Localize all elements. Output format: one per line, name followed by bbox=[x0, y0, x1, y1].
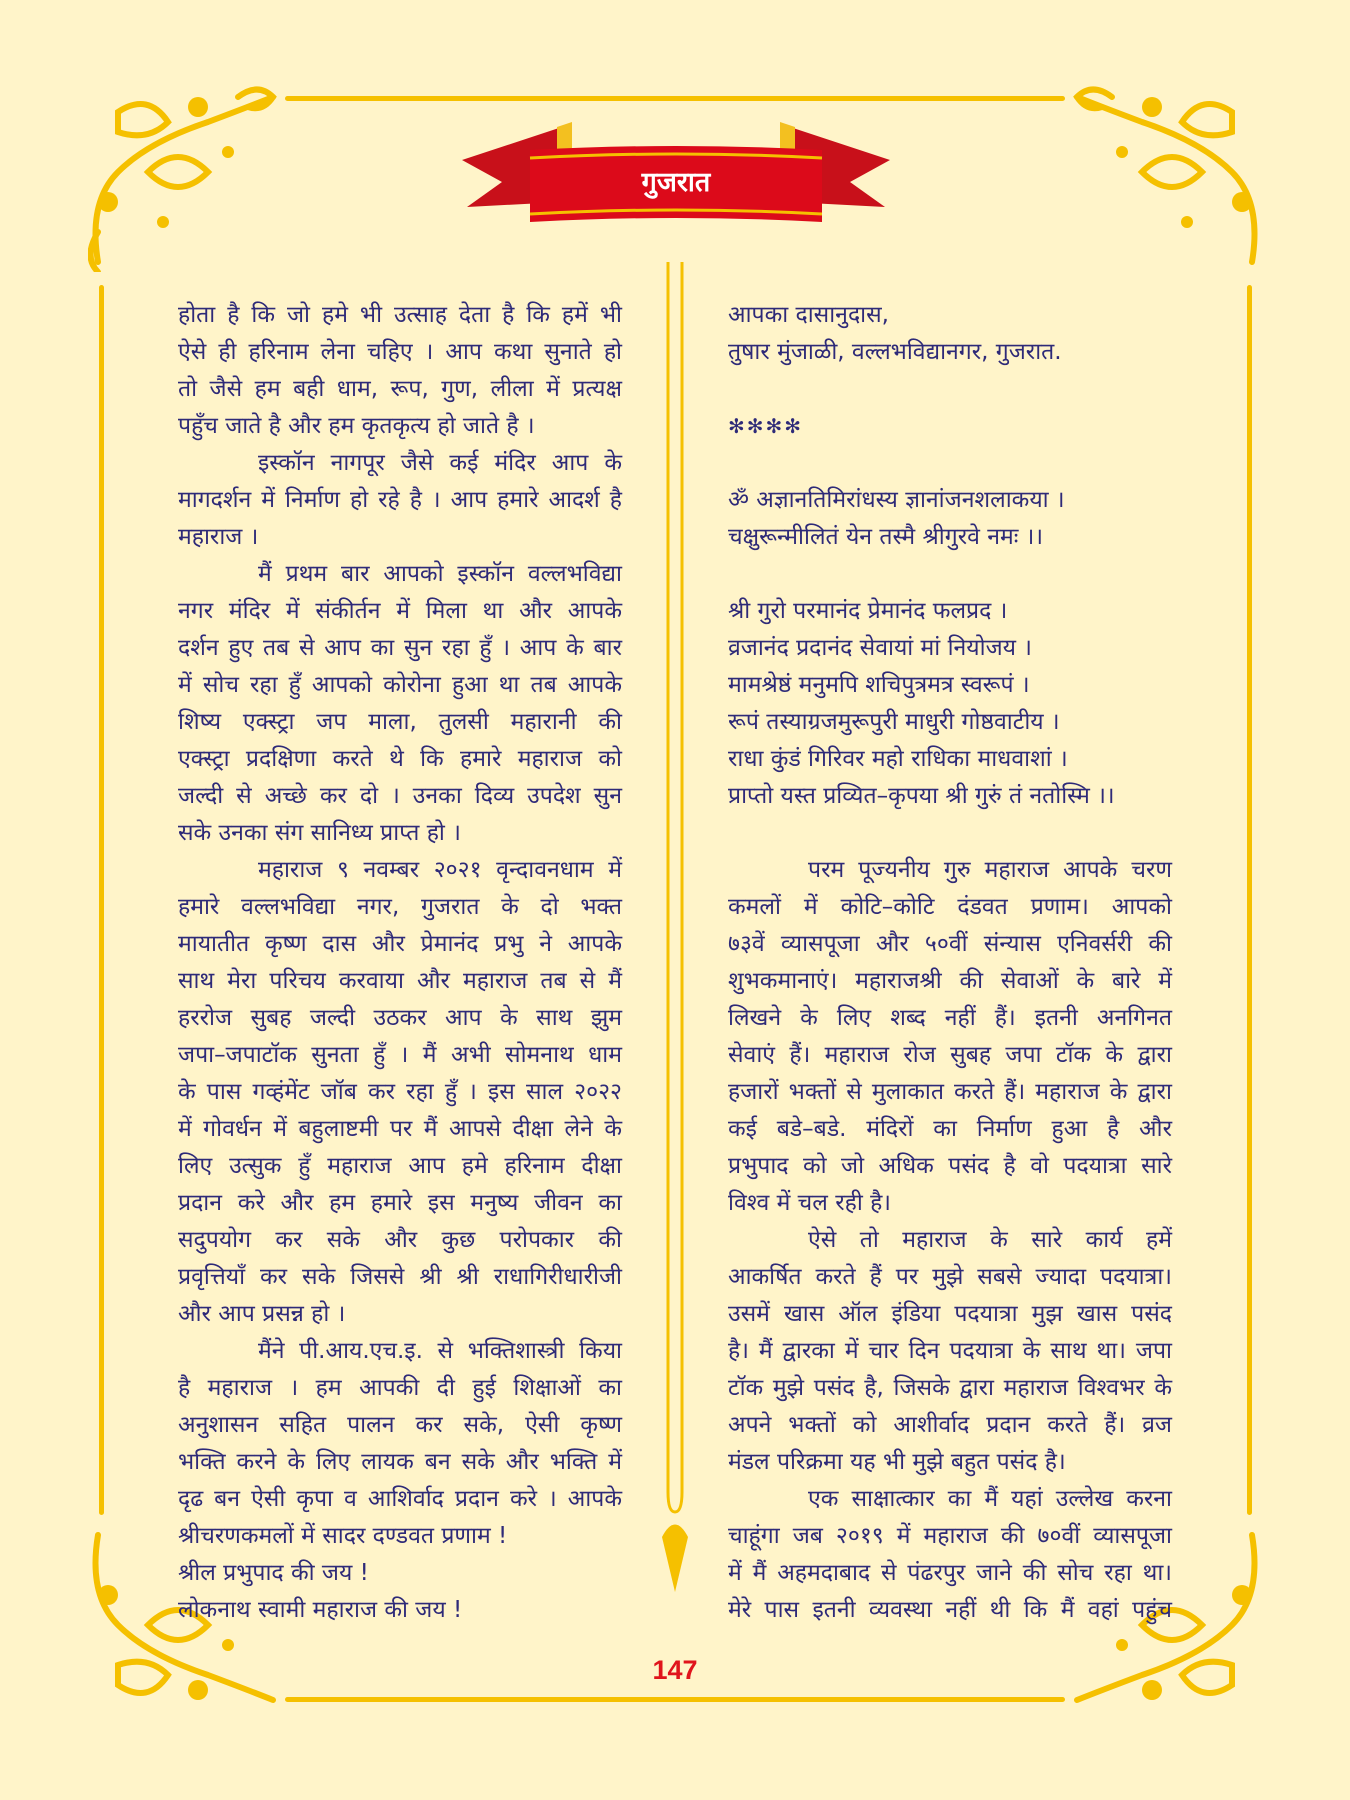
text-line: में मैं अहमदाबाद से पंढरपुर जाने की सोच रहा था। bbox=[728, 1560, 1172, 1586]
text-line: दर्शन हुए तब से आप का सुन रहा हुँ । आप के बार bbox=[178, 635, 622, 661]
banner-title: गुजरात bbox=[641, 167, 711, 198]
shloka-line: चक्षुरून्मीलितं येन तस्मै श्रीगुरवे नमः ।। bbox=[728, 524, 1044, 550]
page-number: 147 bbox=[652, 1655, 698, 1685]
top-border-line bbox=[285, 96, 1065, 101]
text-line: पहुँच जाते है और हम कृतकृत्य हो जाते है । bbox=[178, 413, 535, 439]
left-column bbox=[178, 297, 622, 1629]
text-line: इस्कॉन नागपूर जैसे कई मंदिर आप के bbox=[258, 450, 622, 476]
shloka-line: ॐ अज्ञानतिमिरांधस्य ज्ञानांजनशलाकया । bbox=[728, 487, 1065, 513]
text-line: कई बडे–बडे. मंदिरों का निर्माण हुआ है और bbox=[728, 1116, 1172, 1142]
text-line: शुभकमानाएं। महाराजश्री की सेवाओं के बारे में bbox=[728, 968, 1172, 994]
shloka-line: रूपं तस्याग्रजमुरूपुरी माधुरी गोष्ठवाटीय । bbox=[728, 709, 1060, 735]
text-line: अपने भक्तों को आशीर्वाद प्रदान करते हैं। व्रज bbox=[728, 1412, 1172, 1438]
text-line: सदुपयोग कर सके और कुछ परोपकार की bbox=[178, 1227, 622, 1253]
text-line: हमारे वल्लभविद्या नगर, गुजरात के दो भक्त bbox=[178, 894, 622, 920]
corner-ornament-icon bbox=[88, 82, 278, 272]
text-line: और आप प्रसन्न हो । bbox=[178, 1301, 346, 1327]
shloka-line: प्राप्तो यस्त प्रव्यित–कृपया श्री गुरुं तं नतोस्मि ।। bbox=[728, 783, 1115, 809]
text-line: लोकनाथ स्वामी महाराज की जय ! bbox=[178, 1597, 463, 1623]
text-line: तो जैसे हम बही धाम, रूप, गुण, लीला में प्रत्यक्ष bbox=[178, 376, 622, 402]
text-line: मेरे पास इतनी व्यवस्था नहीं थी कि मैं वहां पहुंच bbox=[728, 1597, 1172, 1623]
right-border-line bbox=[1247, 285, 1252, 1515]
separator-stars: ✻✻✻✻ bbox=[728, 414, 804, 438]
shloka-line: श्री गुरो परमानंद प्रेमानंद फलप्रद । bbox=[728, 598, 1008, 624]
text-line: हररोज सुबह जल्दी उठकर आप के साथ झुम bbox=[178, 1005, 622, 1031]
text-line: महाराज । bbox=[178, 524, 259, 550]
text-line: प्रदान करे और हम हमारे इस मनुष्य जीवन का bbox=[178, 1190, 622, 1216]
text-line: सेवाएं हैं। महाराज रोज सुबह जपा टॉक के द्वारा bbox=[728, 1042, 1172, 1068]
text-line: में गोवर्धन में बहुलाष्टमी पर मैं आपसे दीक्षा लेने के bbox=[178, 1116, 622, 1142]
text-line: अनुशासन सहित पालन कर सके, ऐसी कृष्ण bbox=[178, 1412, 622, 1438]
text-line: जपा–जपाटॉक सुनता हुँ । मैं अभी सोमनाथ धाम bbox=[178, 1042, 622, 1068]
text-line: सके उनका संग सानिध्य प्राप्त हो । bbox=[178, 820, 461, 846]
text-line: टॉक मुझे पसंद है, जिसके द्वारा महाराज विश्वभर के bbox=[728, 1375, 1172, 1401]
text-line: ७३वें व्यासपूजा और ५०वीं संन्यास एनिवर्सरी की bbox=[728, 931, 1172, 957]
left-border-line bbox=[99, 285, 104, 1515]
title-banner bbox=[462, 122, 890, 228]
text-line: मागदर्शन में निर्माण हो रहे है । आप हमारे आदर्श है bbox=[178, 487, 622, 513]
text-line: एक साक्षात्कार का मैं यहां उल्लेख करना bbox=[808, 1486, 1172, 1512]
text-line: हजारों भक्तों से मुलाकात करते हैं। महाराज के द्वारा bbox=[728, 1079, 1172, 1105]
text-line: मैं प्रथम बार आपको इस्कॉन वल्लभविद्या bbox=[258, 561, 622, 587]
text-line: है। मैं द्वारका में चार दिन पदयात्रा के साथ था। जपा bbox=[728, 1338, 1172, 1364]
text-line: है महाराज । हम आपकी दी हुई शिक्षाओं का bbox=[178, 1375, 622, 1401]
text-line: प्रभुपाद को जो अधिक पसंद है वो पदयात्रा सारे bbox=[728, 1153, 1172, 1179]
text-line: आकर्षित करते हैं पर मुझे सबसे ज्यादा पदयात्रा। bbox=[728, 1264, 1172, 1290]
shloka-line: मामश्रेष्ठं मनुमपि शचिपुत्रमत्र स्वरूपं । bbox=[728, 672, 1030, 698]
text-line: ऐसे ही हरिनाम लेना चहिए । आप कथा सुनाते हो bbox=[178, 339, 622, 365]
signoff-line: आपका दासानुदास, bbox=[728, 302, 889, 328]
text-line: ऐसे तो महाराज के सारे कार्य हमें bbox=[808, 1227, 1172, 1253]
column-divider bbox=[658, 262, 692, 1592]
text-line: नगर मंदिर में संकीर्तन में मिला था और आपके bbox=[178, 598, 622, 624]
text-line: लिए उत्सुक हुँ महाराज आप हमे हरिनाम दीक्षा bbox=[178, 1153, 622, 1179]
bottom-border-line bbox=[285, 1697, 1065, 1702]
shloka-line: राधा कुंडं गिरिवर महो राधिका माधवाशां । bbox=[728, 746, 1068, 772]
text-line: श्रील प्रभुपाद की जय ! bbox=[178, 1560, 369, 1586]
text-line: साथ मेरा परिचय करवाया और महाराज तब से मैं bbox=[178, 968, 622, 994]
text-line: के पास गव्हंमेंट जॉब कर रहा हुँ । इस साल २०२२ bbox=[178, 1079, 622, 1105]
shloka-line: व्रजानंद प्रदानंद सेवायां मां नियोजय । bbox=[728, 635, 1033, 661]
corner-ornament-icon bbox=[1072, 82, 1262, 272]
text-line: दृढ बन ऐसी कृपा व आशिर्वाद प्रदान करे । आपके bbox=[178, 1486, 622, 1512]
text-line: विश्व में चल रही है। bbox=[728, 1190, 892, 1216]
text-line: एक्स्ट्रा प्रदक्षिणा करते थे कि हमारे महाराज को bbox=[178, 746, 622, 772]
text-line: भक्ति करने के लिए लायक बन सके और भक्ति में bbox=[178, 1449, 622, 1475]
text-line: शिष्य एक्स्ट्रा जप माला, तुलसी महारानी की bbox=[178, 709, 622, 735]
text-line: मैंने पी.आय.एच.इ. से भक्तिशास्त्री किया bbox=[258, 1338, 622, 1364]
text-line: महाराज ९ नवम्बर २०२१ वृन्दावनधाम में bbox=[258, 857, 622, 883]
text-line: उसमें खास ऑल इंडिया पदयात्रा मुझ खास पसंद bbox=[728, 1301, 1172, 1327]
signoff-line: तुषार मुंजाळी, वल्लभविद्यानगर, गुजरात. bbox=[728, 339, 1062, 365]
right-column bbox=[728, 297, 1172, 1629]
text-line: परम पूज्यनीय गुरु महाराज आपके चरण bbox=[808, 857, 1172, 883]
text-line: लिखने के लिए शब्द नहीं हैं। इतनी अनगिनत bbox=[728, 1005, 1172, 1031]
text-line: जल्दी से अच्छे कर दो । उनका दिव्य उपदेश सुन bbox=[178, 783, 622, 809]
text-line: होता है कि जो हमे भी उत्साह देता है कि हमें भी bbox=[178, 302, 622, 328]
text-line: श्रीचरणकमलों में सादर दण्डवत प्रणाम ! bbox=[178, 1523, 508, 1549]
text-line: मायातीत कृष्ण दास और प्रेमानंद प्रभु ने आपके bbox=[178, 931, 622, 957]
text-line: मंडल परिक्रमा यह भी मुझे बहुत पसंद है। bbox=[728, 1449, 1066, 1475]
text-line: कमलों में कोटि–कोटि दंडवत प्रणाम। आपको bbox=[728, 894, 1172, 920]
text-line: में सोच रहा हुँ आपको कोरोना हुआ था तब आपके bbox=[178, 672, 622, 698]
text-line: प्रवृत्तियाँ कर सके जिससे श्री श्री राधागिरीधारीजी bbox=[178, 1264, 622, 1290]
text-line: चाहूंगा जब २०१९ में महाराज की ७०वीं व्यासपूजा bbox=[728, 1523, 1172, 1549]
